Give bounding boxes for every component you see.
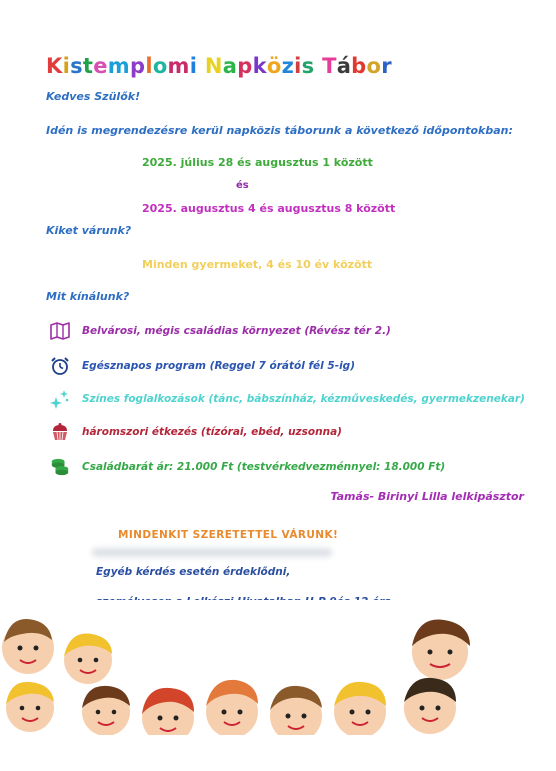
and-text: és bbox=[236, 180, 249, 191]
cupcake-icon bbox=[50, 422, 70, 442]
title-letter: p bbox=[129, 54, 146, 78]
offer-label: háromszori étkezés (tízórai, ebéd, uzsonna) bbox=[82, 426, 342, 438]
alarm-clock-icon bbox=[50, 356, 70, 376]
camp-date-2: 2025. augusztus 4 és augusztus 8 között bbox=[142, 202, 396, 215]
offer-item-price bbox=[50, 456, 445, 478]
camp-date-1: 2025. július 28 és augusztus 1 között bbox=[142, 156, 373, 169]
greeting: Kedves Szülők! bbox=[46, 90, 141, 103]
offer-label: Belvárosi, mégis családias környezet (Révész tér 2.) bbox=[82, 325, 391, 337]
title-letter bbox=[197, 54, 205, 78]
who-answer: Minden gyermeket, 4 és 10 év között bbox=[142, 258, 373, 271]
children-illustration bbox=[0, 600, 476, 735]
title-letter: o bbox=[152, 54, 168, 78]
offer-item-schedule bbox=[50, 355, 355, 377]
title-letter bbox=[314, 54, 322, 78]
title-letter: p bbox=[237, 54, 253, 78]
title-letter: i bbox=[189, 54, 198, 78]
offer-label: Színes foglalkozások (tánc, bábszínház, kézműveskedés, gyermekzenekar) bbox=[82, 393, 525, 405]
title-letter: b bbox=[351, 54, 367, 78]
offer-heading: Mit kínálunk? bbox=[46, 290, 130, 303]
title-letter: s bbox=[301, 54, 315, 78]
coins-icon bbox=[50, 457, 70, 477]
title-letter: K bbox=[46, 54, 63, 78]
map-icon bbox=[50, 321, 70, 341]
who-heading: Kiket várunk? bbox=[46, 224, 132, 237]
title-letter: i bbox=[62, 54, 71, 78]
offer-item-meals bbox=[50, 421, 342, 443]
offer-label: Családbarát ár: 21.000 Ft (testvérkedvezménnyel: 18.000 Ft) bbox=[82, 461, 446, 473]
title-letter: T bbox=[322, 54, 337, 78]
welcome-message: MINDENKIT SZERETETTEL VÁRUNK! bbox=[118, 529, 339, 541]
title-letter: m bbox=[107, 54, 130, 78]
signature: Tamás- Birinyi Lilla lelkipásztor bbox=[330, 490, 524, 503]
title-letter: N bbox=[204, 54, 223, 78]
title-letter: s bbox=[70, 54, 83, 78]
title-letter: t bbox=[82, 54, 94, 78]
offer-item-activities bbox=[50, 388, 525, 410]
title-letter: m bbox=[167, 54, 190, 78]
title-letter: a bbox=[222, 54, 238, 78]
title-letter: z bbox=[281, 54, 295, 78]
title-letter: ö bbox=[266, 54, 282, 78]
offer-item-location bbox=[50, 320, 391, 342]
page-title bbox=[46, 54, 392, 78]
faded-text-block bbox=[92, 548, 332, 557]
title-letter: k bbox=[252, 54, 267, 78]
title-letter: e bbox=[93, 54, 108, 78]
title-letter: o bbox=[366, 54, 382, 78]
title-letter: á bbox=[336, 54, 352, 78]
title-letter: i bbox=[294, 54, 302, 78]
title-letter: r bbox=[381, 54, 392, 78]
contact-line-1: Egyéb kérdés esetén érdeklődni, bbox=[96, 566, 291, 578]
title-letter: l bbox=[145, 54, 153, 78]
offer-label: Egésznapos program (Reggel 7 órától fél 5-ig) bbox=[82, 360, 355, 372]
sparkle-icon bbox=[50, 389, 70, 409]
intro-text: Idén is megrendezésre kerül napközis táborunk a következő időpontokban: bbox=[46, 124, 513, 137]
